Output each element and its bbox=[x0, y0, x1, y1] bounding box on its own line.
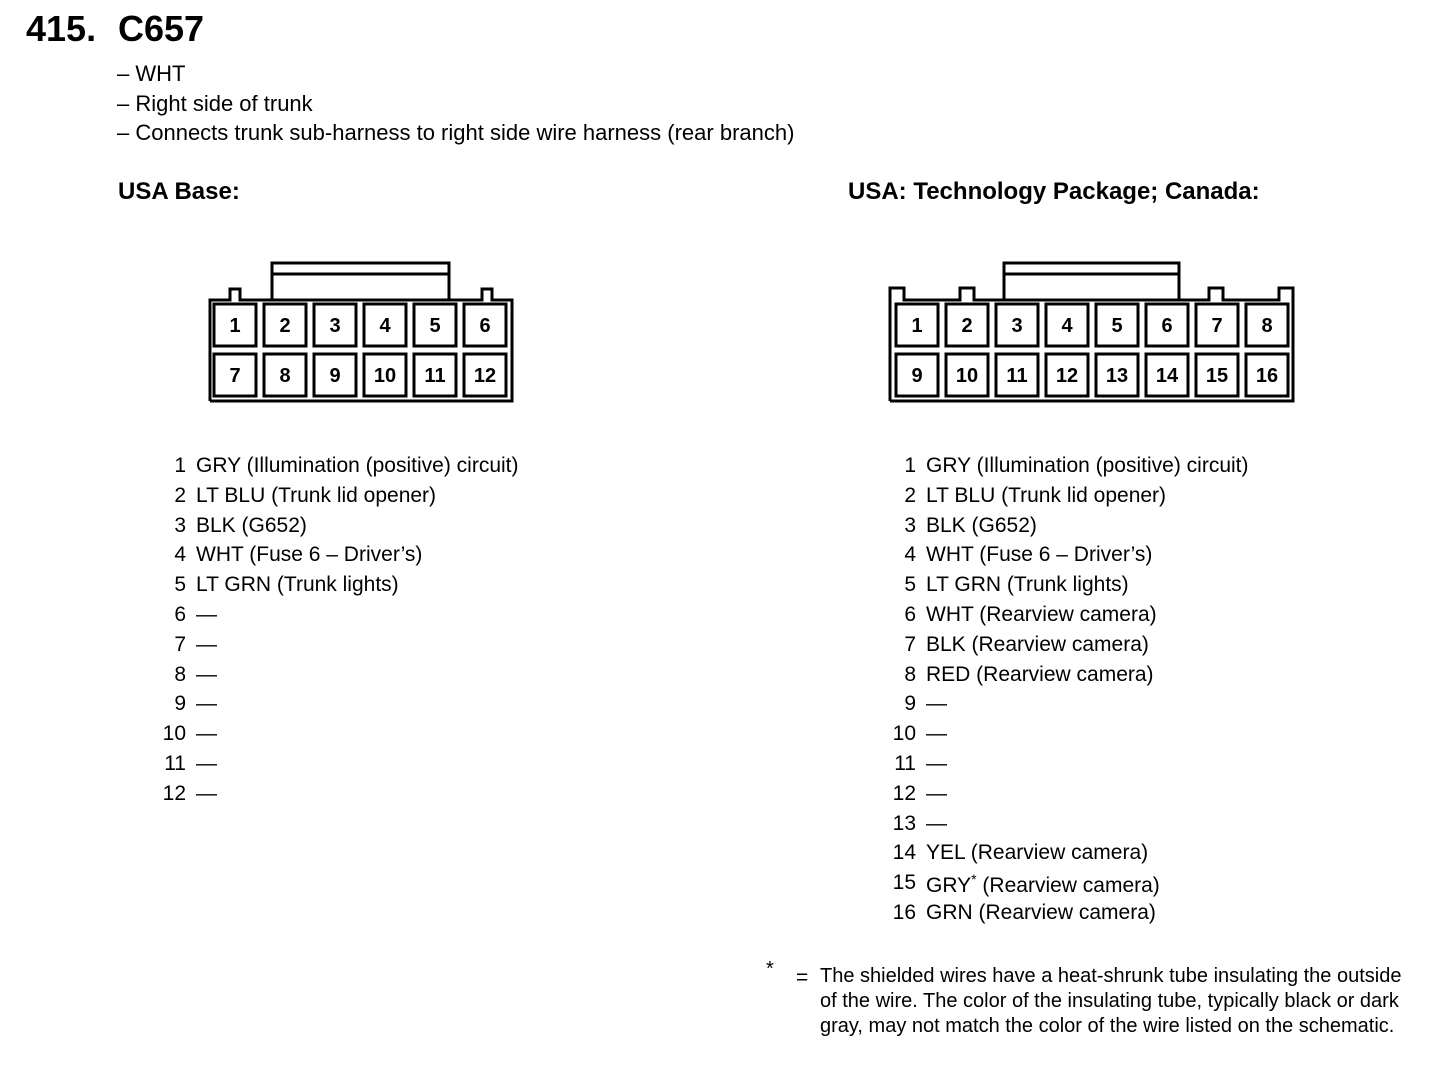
pin-cell-label: 10 bbox=[373, 365, 397, 387]
pin-cell-label: 2 bbox=[279, 315, 291, 337]
pin-description: GRN (Rearview camera) bbox=[926, 901, 1156, 924]
pin-number: 6 bbox=[904, 603, 916, 626]
pin-cell-label: 4 bbox=[1061, 315, 1073, 337]
pin-number: 14 bbox=[892, 841, 916, 865]
footnote-text: The shielded wires have a heat-shrunk tube insulating the outside of the wire. The color of the insulating tube, typically black or dark gray, may not match the color of the wire listed on the schematic. bbox=[820, 965, 1402, 1037]
pin-list-usa-base bbox=[150, 454, 550, 814]
pin-cell-label: 11 bbox=[1006, 365, 1028, 387]
pin-cell-label: 11 bbox=[424, 365, 446, 387]
pin-number: 7 bbox=[174, 632, 186, 656]
pin-description: — bbox=[196, 662, 217, 686]
pin-cell-label: 3 bbox=[329, 315, 341, 337]
pin-description: GRY* (Rearview camera) bbox=[926, 871, 1160, 898]
pin-cell-label: 5 bbox=[429, 315, 441, 337]
pin-number: 4 bbox=[904, 543, 916, 567]
pin-cell-label: 15 bbox=[1205, 365, 1229, 387]
pin-cell-label: 1 bbox=[911, 315, 923, 337]
detail-color: – WHT bbox=[117, 61, 186, 86]
footnote-marker: * bbox=[971, 871, 977, 888]
pin-description: BLK (G652) bbox=[196, 513, 307, 537]
connector-code: C657 bbox=[118, 8, 205, 49]
pin-number: 2 bbox=[904, 483, 916, 507]
pin-cell-label: 12 bbox=[473, 365, 497, 387]
pin-number: 12 bbox=[162, 781, 186, 805]
pin-description: YEL (Rearview camera) bbox=[926, 841, 1149, 865]
pin-description: — bbox=[196, 722, 217, 746]
pin-number: 7 bbox=[904, 632, 916, 656]
section-title-usa-base: USA Base: bbox=[118, 178, 240, 205]
pin-description: LT GRN (Trunk lights) bbox=[926, 573, 1129, 597]
pin-cell-label: 7 bbox=[1211, 315, 1223, 337]
pin-number: 8 bbox=[174, 662, 186, 686]
pin-number: 6 bbox=[174, 603, 186, 626]
pin-description: — bbox=[926, 811, 947, 835]
pin-number: 9 bbox=[904, 692, 916, 716]
pin-number: 2 bbox=[174, 483, 186, 507]
pin-cell-label: 8 bbox=[1261, 315, 1273, 337]
pin-cell-label: 6 bbox=[479, 315, 491, 337]
pin-number: 16 bbox=[892, 901, 916, 924]
pin-description: WHT (Fuse 6 – Driver’s) bbox=[196, 543, 423, 567]
pin-cell-label: 4 bbox=[379, 315, 391, 337]
pin-description: — bbox=[196, 603, 217, 626]
pin-description: — bbox=[196, 632, 217, 656]
pin-cells-16 bbox=[896, 304, 1288, 396]
footnote-equals: = bbox=[796, 966, 809, 989]
pin-number: 5 bbox=[174, 573, 186, 597]
pin-number: 3 bbox=[904, 513, 916, 537]
pin-description: LT BLU (Trunk lid opener) bbox=[196, 483, 437, 507]
pin-number: 11 bbox=[164, 752, 186, 775]
pin-number: 11 bbox=[894, 752, 916, 775]
section-title-technology-package: USA: Technology Package; Canada: bbox=[848, 178, 1260, 205]
pin-cell-label: 5 bbox=[1111, 315, 1123, 337]
pin-cell-label: 9 bbox=[329, 365, 341, 387]
pin-number: 4 bbox=[174, 543, 186, 567]
pin-cell-label: 1 bbox=[229, 315, 241, 337]
pin-number: 1 bbox=[174, 454, 186, 477]
pin-description: BLK (G652) bbox=[926, 513, 1037, 537]
pin-number: 12 bbox=[892, 781, 916, 805]
pin-description: WHT (Fuse 6 – Driver’s) bbox=[926, 543, 1153, 567]
pin-cell-label: 6 bbox=[1161, 315, 1173, 337]
pin-description: — bbox=[926, 781, 947, 805]
pin-cell-label: 10 bbox=[955, 365, 979, 387]
connector-diagram-12-pin bbox=[200, 255, 520, 410]
pin-description: RED (Rearview camera) bbox=[926, 662, 1154, 686]
pin-cell-label: 8 bbox=[279, 365, 291, 387]
detail-location: – Right side of trunk bbox=[117, 91, 313, 116]
pin-cell-label: 9 bbox=[911, 365, 923, 387]
pin-description: LT BLU (Trunk lid opener) bbox=[926, 483, 1167, 507]
pin-number: 1 bbox=[904, 454, 916, 477]
pin-number: 5 bbox=[904, 573, 916, 597]
pin-description: — bbox=[926, 692, 947, 716]
pin-cell-label: 7 bbox=[229, 365, 241, 387]
pin-cell-label: 2 bbox=[961, 315, 973, 337]
detail-connects: – Connects trunk sub-harness to right side wire harness (rear branch) bbox=[117, 120, 795, 145]
pin-description: GRY (Illumination (positive) circuit) bbox=[196, 454, 519, 477]
pin-number: 10 bbox=[892, 722, 916, 746]
pin-cell-label: 3 bbox=[1011, 315, 1023, 337]
pin-list-technology-package bbox=[880, 454, 1300, 934]
pin-number: 10 bbox=[162, 722, 186, 746]
pin-cell-label: 14 bbox=[1155, 365, 1179, 387]
pin-cell-label: 12 bbox=[1055, 365, 1079, 387]
pin-number: 8 bbox=[904, 662, 916, 686]
connector-diagram-16-pin bbox=[882, 255, 1302, 410]
pin-number: 13 bbox=[892, 811, 916, 835]
pin-cells-12 bbox=[214, 304, 506, 396]
pin-description: WHT (Rearview camera) bbox=[926, 603, 1157, 626]
pin-number: 15 bbox=[892, 871, 916, 895]
connector-number: 415. bbox=[26, 8, 97, 49]
pin-description: — bbox=[926, 752, 947, 775]
pin-description: — bbox=[926, 722, 947, 746]
pin-description: — bbox=[196, 752, 217, 775]
pin-description: — bbox=[196, 781, 217, 805]
pin-number: 9 bbox=[174, 692, 186, 716]
pin-cell-label: 16 bbox=[1255, 365, 1279, 387]
pin-description: GRY (Illumination (positive) circuit) bbox=[926, 454, 1249, 477]
footnote-symbol: * bbox=[766, 958, 774, 980]
pin-number: 3 bbox=[174, 513, 186, 537]
pin-cell-label: 13 bbox=[1105, 365, 1129, 387]
pin-description: LT GRN (Trunk lights) bbox=[196, 573, 399, 597]
pin-description: BLK (Rearview camera) bbox=[926, 632, 1149, 656]
pin-description: — bbox=[196, 692, 217, 716]
